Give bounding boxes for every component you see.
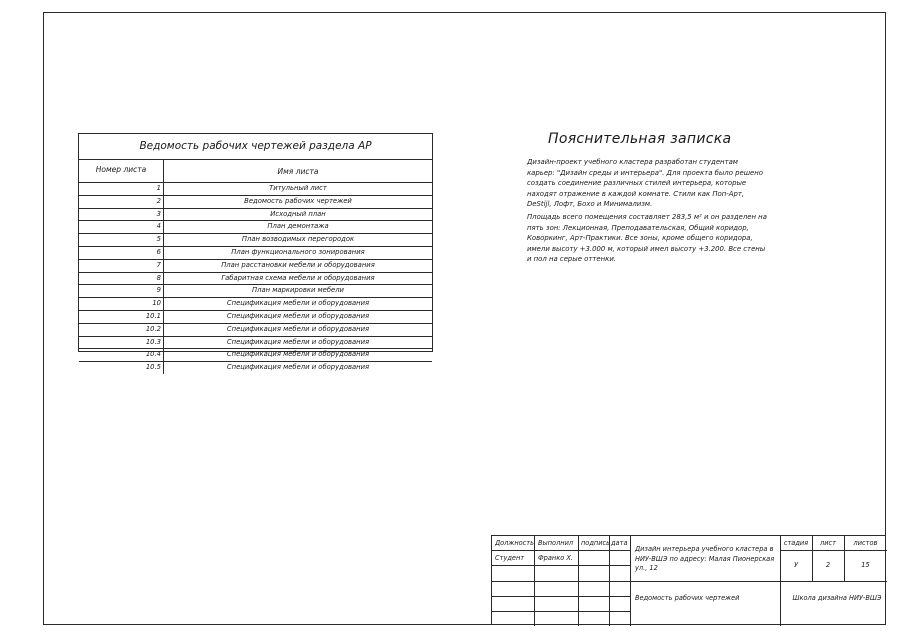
sheet-name: Спецификация мебели и оборудования: [226, 299, 370, 308]
table-row: [79, 362, 432, 374]
sheet-list-rows: [79, 183, 432, 374]
sheet-number: 10.3: [79, 337, 164, 349]
sheet-name: Спецификация мебели и оборудования: [226, 350, 370, 359]
table-row: [79, 183, 432, 196]
table-row: [79, 324, 432, 337]
stamp-line: [492, 596, 630, 597]
stamp-header-signature: подпись: [581, 539, 611, 547]
table-row: [79, 349, 432, 362]
stamp-sheet-name: Ведомость рабочих чертежей: [635, 594, 740, 602]
sheet-name: Титульный лист: [269, 184, 327, 192]
table-row: [79, 337, 432, 350]
sheet-list-table: [78, 133, 433, 372]
sheet-name: Спецификация мебели и оборудования: [226, 363, 370, 372]
stamp-stage: У: [793, 561, 799, 569]
sheet-name: Габаритная схема мебели и оборудования: [221, 273, 375, 282]
sheet-number: 10: [79, 298, 164, 310]
stamp-role: Студент: [495, 554, 525, 562]
sheet-number: 7: [79, 260, 164, 272]
stamp-organization: Школа дизайна НИУ-ВШЭ: [792, 594, 882, 602]
stamp-project-title: Дизайн интерьера учебного кластера в НИУ-ВШЭ по адресу: Малая Пионерская ул., 12: [635, 545, 775, 572]
sheet-name: План возводимых перегородок: [241, 235, 355, 244]
note-paragraph-2: Площадь всего помещения составляет 283,5 м² и он разделен на пять зон: Лекционная, Преподавательская, Общий коридор, Коворкинг, Арт-Практики. Все зоны, кроме общего коридора, имели высоту +3.000 м, который имел высоту +3.200. Все стены и пол на серые оттенки.: [527, 213, 767, 263]
stamp-header-stage: стадия: [783, 539, 809, 547]
stamp-line: [780, 550, 887, 551]
sheet-name: Спецификация мебели и оборудования: [226, 324, 370, 333]
table-row: [79, 298, 432, 311]
sheet-name: План маркировки мебели: [252, 286, 344, 295]
sheet-name: Ведомость рабочих чертежей: [244, 196, 352, 205]
stamp-sheet-count: 15: [861, 561, 870, 569]
title-block: [491, 535, 886, 625]
table-row: [79, 196, 432, 209]
sheet-number: 10.2: [79, 324, 164, 336]
column-header-name: Имя листа: [277, 167, 319, 176]
sheet-list-header: [79, 160, 432, 183]
sheet-number: 4: [79, 221, 164, 233]
table-row: [79, 311, 432, 324]
sheet-number: 9: [79, 285, 164, 297]
table-row: [79, 260, 432, 273]
sheet-name: План демонтажа: [267, 222, 329, 231]
table-row: [79, 285, 432, 298]
sheet-number: 10.1: [79, 311, 164, 323]
sheet-number: 2: [79, 196, 164, 208]
stamp-author: Франко Х.: [538, 554, 573, 562]
stamp-line: [492, 611, 630, 612]
table-row: [79, 221, 432, 234]
stamp-line: [492, 550, 630, 551]
sheet-name: Спецификация мебели и оборудования: [226, 311, 370, 320]
sheet-name: План расстановки мебели и оборудования: [221, 260, 375, 269]
note-title: Пояснительная записка: [548, 131, 732, 147]
column-header-number: Номер листа: [79, 160, 164, 182]
sheet-number: 10.5: [79, 362, 164, 374]
sheet-number: 5: [79, 234, 164, 246]
stamp-header-sheets: листов: [853, 539, 878, 547]
sheet-number: 8: [79, 273, 164, 285]
table-row: [79, 234, 432, 247]
stamp-sheet-number: 2: [825, 561, 831, 569]
sheet-name: План функционального зонирования: [231, 247, 365, 256]
sheet-list-title: Ведомость рабочих чертежей раздела АР: [79, 134, 432, 160]
sheet-name: Исходный план: [270, 209, 326, 218]
stamp-line: [492, 581, 887, 582]
sheet-name: Спецификация мебели и оборудования: [226, 337, 370, 346]
note-paragraph-1: Дизайн-проект учебного кластера разработан студентам карьер: "Дизайн среды и интерьера". Для проекта было решено создать соединение различных стилей интерьера, которые находят отражение в каждой комнате. Стили как Поп-Арт, DeStijl, Лофт, Бохо и Минимализм.: [527, 158, 763, 208]
table-row: [79, 209, 432, 222]
stamp-header-date: дата: [611, 539, 628, 547]
stamp-header-sheet: лист: [820, 539, 836, 547]
sheet-number: 1: [79, 183, 164, 195]
stamp-line: [492, 565, 630, 566]
stamp-header-position: Должность: [495, 539, 535, 547]
stamp-header-performed: Выполнил: [538, 539, 574, 547]
table-row: [79, 273, 432, 286]
sheet-number: 6: [79, 247, 164, 259]
sheet-number: 10.4: [79, 349, 164, 361]
table-row: [79, 247, 432, 260]
sheet-number: 3: [79, 209, 164, 221]
